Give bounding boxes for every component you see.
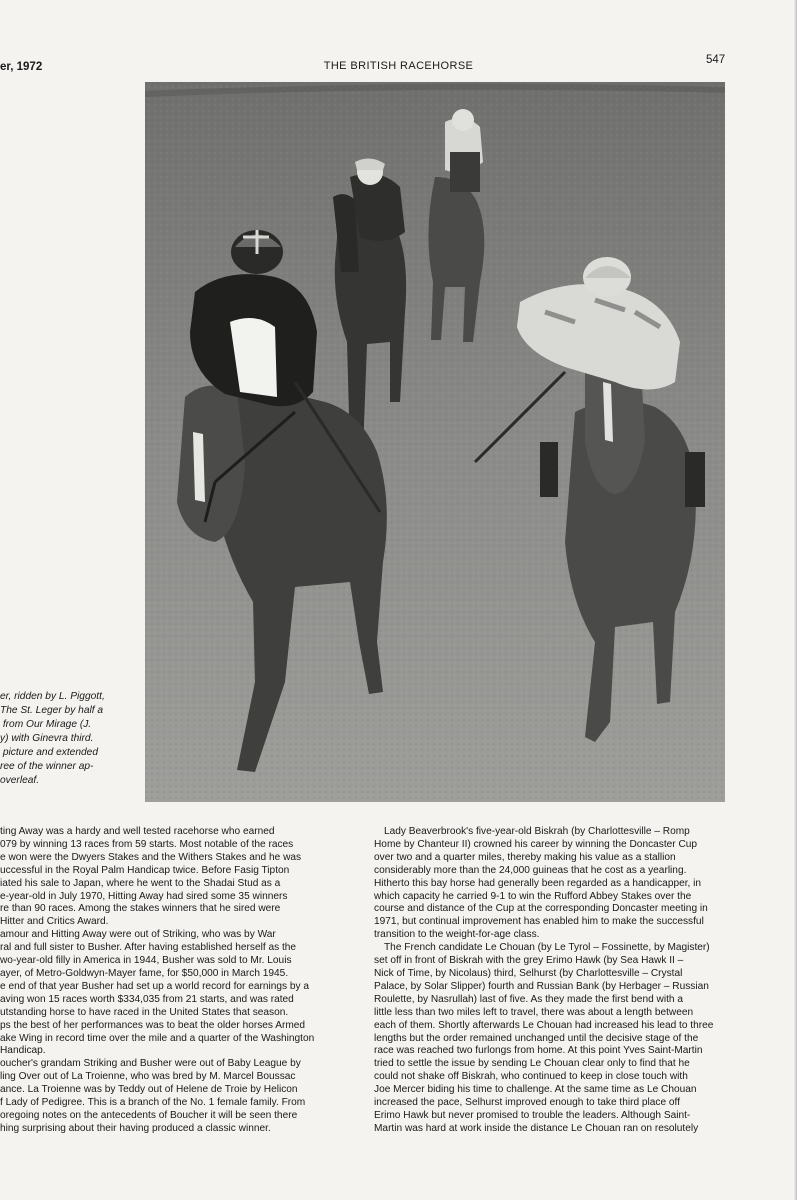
- page-number: 547: [706, 54, 726, 66]
- right-paragraph: Lady Beaverbrook's five-year-old Biskrah (by Charlottesville – Romp Home by Chanteur II) crowned his career by winning the Doncaster Cup over two and a quarter miles, thereby making his value as a stallion considerably more than the 24,000 guineas that he cost as a yearling. Hitherto this bay horse had generally been regarded as a handicapper, in which capacity he carried 9-1 to win the Rufford Abbey Stakes over the course and distance of the Cup at the corresponding Doncaster meeting in 1971, but continual improvement has enabled him to make the successful transition to the weight-for-age class.: [374, 826, 708, 941]
- photo-caption: er, ridden by L. Piggott, The St. Leger by half a from Our Mirage (J. y) with Ginevra third. picture and extended ree of the winner ap- overleaf.: [0, 691, 105, 786]
- left-paragraph: ting Away was a hardy and well tested racehorse who earned 079 by winning 13 races from 59 starts. Most notable of the races e won were the Dwyers Stakes and the Withers Stakes and he was uccessful in the Royal Palm Handicap twice. Before Fasig Tipton iated his sale to Japan, where he went to the Shadai Stud as a e-year-old in July 1970, Hitting Away had sired some 35 winners re than 90 races. Among the stakes winners that he sired were Hitter and Critics Award.: [0, 826, 302, 928]
- right-paragraph: The French candidate Le Chouan (by Le Tyrol – Fossinette, by Magister) set off in front of Biskrah with the grey Erimo Hawk (by Sea Hawk II – Nick of Time, by Nicolaus) third, Selhurst (by Charlottesville – Crystal Palace, by Solar Slipper) fourth and Russian Bank (by Herbager – Russian Roulette, by Nasrullah) last of five. As they made the first bend with a little less than two miles left to travel, there was about a length between each of them. Shortly afterwards Le Chouan had increased his lead to three lengths but the order remained unchanged until the decisive stage of the race was reached two furlongs from home. At this point Yves Saint-Martin tried to settle the issue by sending Le Chouan clear only to find that he could not shake off Biskrah, who continued to keep in close touch with Joe Mercer biding his time to challenge. At the same time as Le Chouan increased the pace, Selhurst improved enough to take third place off Erimo Hawk but never promised to trouble the leaders. Although Saint- Martin was hard at work inside the distance Le Chouan ran on resolutely: [374, 942, 714, 1134]
- left-paragraph: oucher's grandam Striking and Busher were out of Baby League by ling Over out of La Troienne, who was bred by M. Marcel Boussac ance. La Troienne was by Teddy out of Helene de Troie by Helicon f Lady of Pedigree. This is a branch of the No. 1 female family. From oregoing notes on the antecedents of Boucher it will be seen there hing surprising about their having produced a classic winner.: [0, 1058, 306, 1134]
- running-head-date: er, 1972: [0, 61, 43, 73]
- race-finish-photo: [145, 82, 725, 802]
- right-text-column: [374, 826, 747, 1136]
- left-paragraph: amour and Hitting Away were out of Striking, who was by War ral and full sister to Busher. After having established herself as the wo-year-old filly in America in 1944, Busher was sold to Mr. Louis ayer, of Metro-Goldwyn-Mayer fame, for $50,000 in March 1945. e end of that year Busher had set up a world record for earnings by a aving won 15 races worth $334,035 from 21 starts, and was rated utstanding horse to have raced in the United States that season. ps the best of her performances was to beat the older horses Armed ake Wing in record time over the mile and a quarter of the Washington Handicap.: [0, 929, 315, 1057]
- left-text-column: [0, 826, 346, 1136]
- running-head-title: THE BRITISH RACEHORSE: [323, 60, 474, 72]
